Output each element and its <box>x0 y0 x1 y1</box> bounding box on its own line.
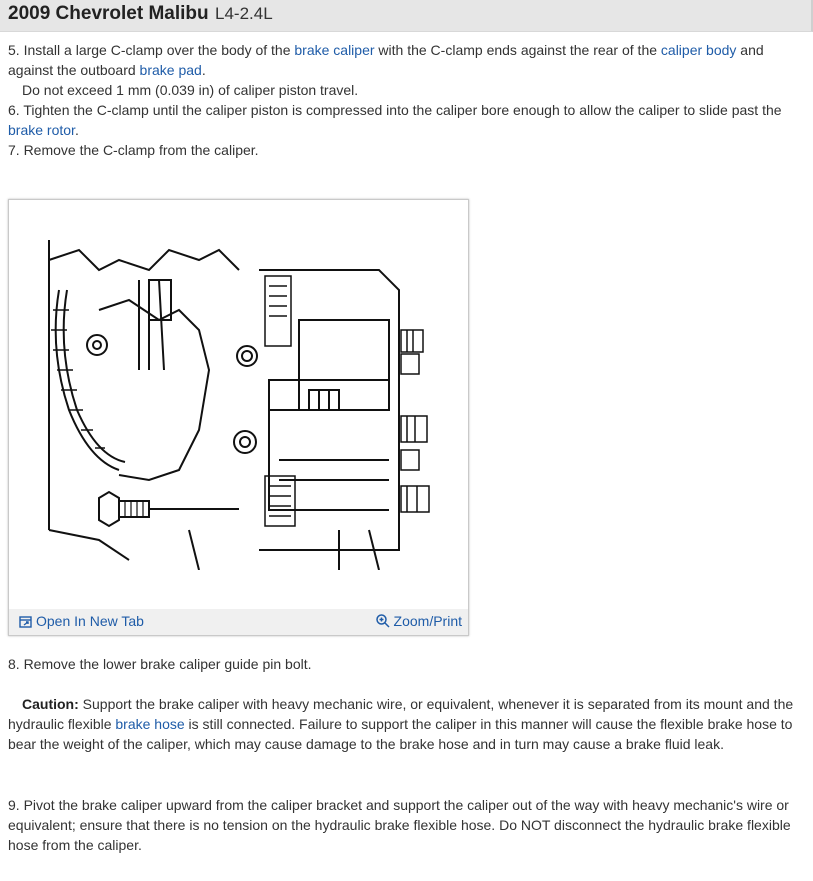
link-caliper-body[interactable]: caliper body <box>660 42 737 58</box>
caliper-diagram-figure <box>8 199 469 636</box>
magnifier-plus-icon <box>376 614 390 628</box>
caution-block <box>8 694 798 754</box>
figure-footer <box>9 609 468 635</box>
link-brake-hose[interactable]: brake hose <box>115 716 185 732</box>
step-6-text: 6. Tighten the C-clamp until the caliper piston is compressed into the caliper bore enough to allow the caliper to slide past the <box>8 102 782 118</box>
caution-text: Support the brake caliper with heavy mechanic wire, or equivalent, whenever it is separated from its mount and the hydraulic flexible <box>8 696 794 732</box>
step-6-text-2: . <box>74 122 79 138</box>
open-new-tab-icon <box>19 616 32 628</box>
engine-label: L4-2.4L <box>215 4 273 23</box>
step-5 <box>8 40 798 80</box>
link-brake-pad[interactable]: brake pad <box>139 62 202 78</box>
brake-caliper-diagram <box>39 230 439 570</box>
step-5-text-2: with the C-clamp ends against the rear of the <box>374 42 661 58</box>
step-5-text-4: . <box>201 62 206 78</box>
zoom-print-link[interactable] <box>376 613 462 629</box>
vehicle-title: 2009 Chevrolet Malibu <box>8 3 209 24</box>
zoom-print-label: Zoom/Print <box>393 613 462 629</box>
link-brake-rotor[interactable]: brake rotor <box>8 122 75 138</box>
caution-label: Caution: <box>22 696 79 712</box>
open-in-new-tab-label: Open In New Tab <box>36 613 144 629</box>
caution-text-2: is still connected. Failure to support the caliper in this manner will cause the flexible brake hose to bear the weight of the caliper, which may cause damage to the brake hose and in turn may cause a brake fluid leak. <box>8 716 793 752</box>
link-brake-caliper[interactable]: brake caliper <box>294 42 375 58</box>
step-5-text: 5. Install a large C-clamp over the body of the <box>8 42 295 58</box>
step-6 <box>8 100 798 140</box>
page-header <box>0 0 813 32</box>
step-7: 7. Remove the C-clamp from the caliper. <box>8 142 259 158</box>
step-5-note: Do not exceed 1 mm (0.039 in) of caliper piston travel. <box>22 82 359 98</box>
step-5-text-3: and against the outboard <box>8 42 764 78</box>
step-9: 9. Pivot the brake caliper upward from the caliper bracket and support the caliper out of the way with heavy mechanic's wire or equivalent; ensure that there is no tension on the hydraulic brake flexible hose. Do NOT disconnect the hydraulic brake flexible hose from the caliper. <box>8 797 791 853</box>
step-8: 8. Remove the lower brake caliper guide pin bolt. <box>8 656 312 672</box>
open-in-new-tab-link[interactable] <box>19 613 144 629</box>
